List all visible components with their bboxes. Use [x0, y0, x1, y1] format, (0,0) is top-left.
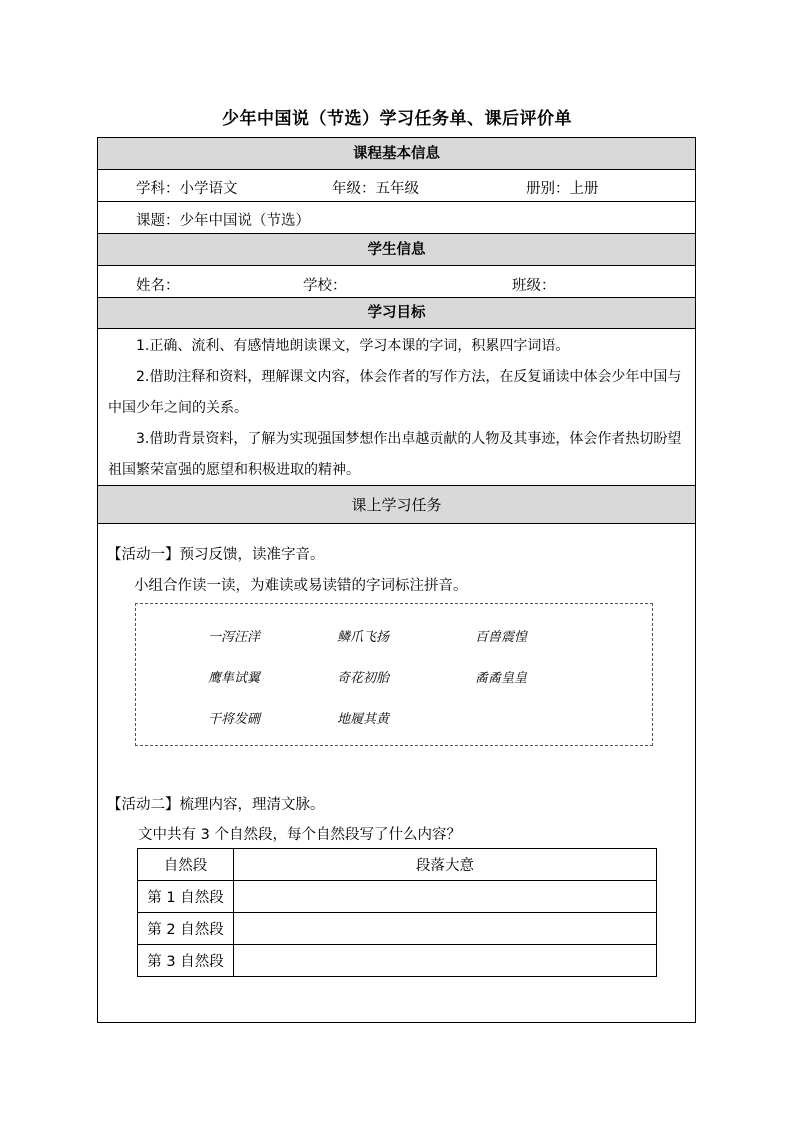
course-info-row — [98, 170, 695, 202]
word-item: 鹰隼试翼 — [208, 671, 261, 686]
goal-item-3: 3.借助背景资料，了解为实现强国梦想作出卓越贡献的人物及其事迹，体会作者热切盼望祖国繁荣富强的愿望和积极进取的精神。 — [108, 431, 682, 478]
grade-field: 年级：五年级 — [332, 181, 419, 197]
row-label: 第 3 自然段 — [138, 945, 234, 977]
table-header-row — [138, 849, 657, 881]
activity2-question: 文中共有 3 个自然段，每个自然段写了什么内容？ — [138, 827, 461, 843]
word-item: 鳞爪飞扬 — [337, 630, 390, 645]
paragraph-table — [137, 848, 657, 977]
goal-item-1: 1.正确、流利、有感情地朗读课文，学习本课的字词，积累四字词语。 — [136, 338, 570, 354]
word-item: 奇花初胎 — [337, 671, 390, 686]
school-field[interactable]: 学校： — [303, 278, 347, 294]
row-label: 第 2 自然段 — [138, 913, 234, 945]
word-item: 地履其黄 — [337, 712, 390, 727]
course-info-header: 课程基本信息 — [98, 138, 695, 170]
column-header-paragraph: 自然段 — [138, 849, 234, 881]
summary-input-cell[interactable] — [234, 913, 657, 945]
goal-item-2: 2.借助注释和资料，理解课文内容，体会作者的写作方法，在反复诵读中体会少年中国与中国少年之间的关系。 — [108, 369, 682, 416]
name-field[interactable]: 姓名： — [136, 278, 180, 294]
volume-field: 册别：上册 — [526, 181, 599, 197]
word-box — [135, 603, 653, 746]
student-info-row — [98, 266, 695, 298]
word-item: 百兽震惶 — [475, 630, 528, 645]
subject-field: 学科：小学语文 — [136, 181, 238, 197]
activity2-label: 【活动二】梳理内容，理清文脉。 — [107, 797, 325, 813]
student-info-header: 学生信息 — [98, 234, 695, 266]
row-label: 第 1 自然段 — [138, 881, 234, 913]
tasks-header: 课上学习任务 — [98, 486, 695, 524]
table-row — [138, 945, 657, 977]
goals-header: 学习目标 — [98, 298, 695, 329]
column-header-summary: 段落大意 — [234, 849, 657, 881]
table-row — [138, 913, 657, 945]
word-item: 矞矞皇皇 — [475, 671, 528, 686]
summary-input-cell[interactable] — [234, 945, 657, 977]
table-row — [138, 881, 657, 913]
summary-input-cell[interactable] — [234, 881, 657, 913]
goals-body — [98, 329, 695, 486]
topic-field: 课题：少年中国说（节选） — [136, 213, 310, 229]
activity1-label: 【活动一】预习反馈，读准字音。 — [107, 547, 325, 563]
page-title: 少年中国说（节选）学习任务单、课后评价单 — [222, 109, 572, 129]
worksheet-table — [97, 137, 696, 1023]
word-item: 干将发硎 — [208, 712, 261, 727]
activity1-instruction: 小组合作读一读，为难读或易读错的字词标注拼音。 — [134, 578, 468, 594]
topic-row — [98, 202, 695, 234]
word-item: 一泻汪洋 — [208, 630, 261, 645]
class-field[interactable]: 班级： — [512, 278, 556, 294]
